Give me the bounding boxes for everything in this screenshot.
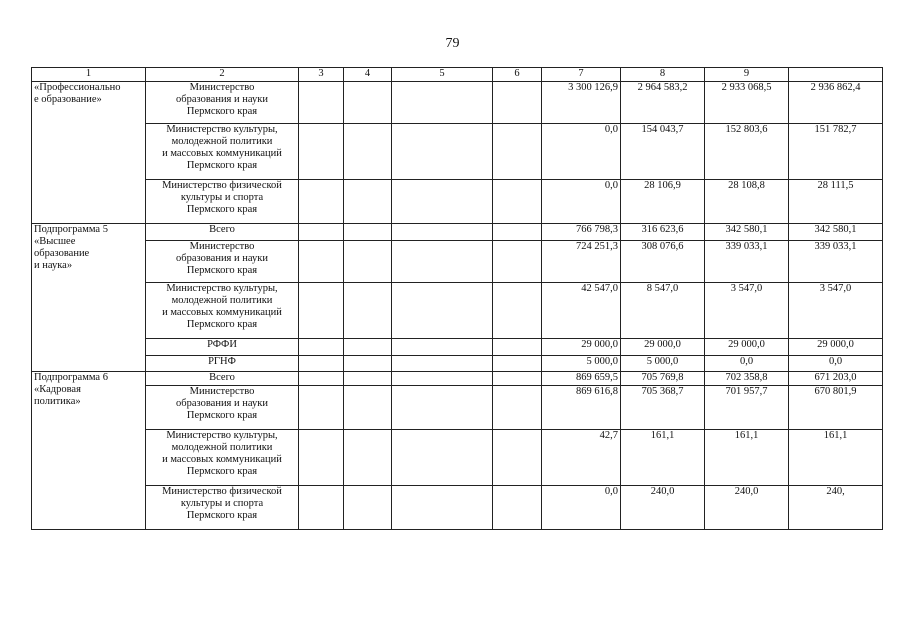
executor-cell: РГНФ [146, 356, 299, 372]
column-header: 2 [146, 68, 299, 82]
executor-cell: Министерство образования и науки Пермского края [146, 82, 299, 124]
empty-cell [493, 283, 542, 339]
amount-cell: 5 000,0 [542, 356, 621, 372]
empty-cell [344, 180, 392, 224]
table-row [32, 82, 883, 124]
table-row [32, 241, 883, 283]
empty-cell [344, 386, 392, 430]
empty-cell [392, 82, 493, 124]
empty-cell [493, 372, 542, 386]
empty-cell [299, 486, 344, 530]
empty-cell [392, 372, 493, 386]
amount-cell: 161,1 [621, 430, 705, 486]
amount-cell: 161,1 [705, 430, 789, 486]
amount-cell: 2 936 862,4 [789, 82, 883, 124]
executor-cell: Министерство образования и науки Пермского края [146, 241, 299, 283]
empty-cell [299, 82, 344, 124]
empty-cell [493, 339, 542, 356]
amount-cell: 705 368,7 [621, 386, 705, 430]
amount-cell: 724 251,3 [542, 241, 621, 283]
amount-cell: 342 580,1 [789, 224, 883, 241]
program-name-cell: «Профессионально е образование» [32, 82, 146, 224]
amount-cell: 29 000,0 [542, 339, 621, 356]
page-number: 79 [445, 36, 460, 51]
executor-cell: Министерство физической культуры и спорта Пермского края [146, 180, 299, 224]
empty-cell [493, 124, 542, 180]
empty-cell [493, 386, 542, 430]
amount-cell: 0,0 [542, 180, 621, 224]
empty-cell [392, 386, 493, 430]
column-header: 5 [392, 68, 493, 82]
table-row [32, 356, 883, 372]
column-header: 3 [299, 68, 344, 82]
empty-cell [299, 224, 344, 241]
empty-cell [299, 430, 344, 486]
empty-cell [392, 430, 493, 486]
empty-cell [392, 486, 493, 530]
column-header: 7 [542, 68, 621, 82]
table-row [32, 124, 883, 180]
empty-cell [344, 82, 392, 124]
empty-cell [392, 224, 493, 241]
amount-cell: 308 076,6 [621, 241, 705, 283]
executor-cell: РФФИ [146, 339, 299, 356]
amount-cell: 0,0 [542, 486, 621, 530]
empty-cell [344, 124, 392, 180]
amount-cell: 0,0 [789, 356, 883, 372]
amount-cell: 0,0 [705, 356, 789, 372]
empty-cell [299, 124, 344, 180]
amount-cell: 671 203,0 [789, 372, 883, 386]
executor-cell: Министерство физической культуры и спорта Пермского края [146, 486, 299, 530]
amount-cell: 339 033,1 [705, 241, 789, 283]
executor-cell: Министерство образования и науки Пермского края [146, 386, 299, 430]
amount-cell: 240, [789, 486, 883, 530]
table-row [32, 430, 883, 486]
amount-cell: 28 108,8 [705, 180, 789, 224]
amount-cell: 5 000,0 [621, 356, 705, 372]
empty-cell [493, 241, 542, 283]
program-name-cell: Подпрограмма 5 «Высшее образование и наука» [32, 224, 146, 372]
amount-cell: 42,7 [542, 430, 621, 486]
amount-cell: 869 659,5 [542, 372, 621, 386]
empty-cell [344, 339, 392, 356]
amount-cell: 2 964 583,2 [621, 82, 705, 124]
empty-cell [493, 486, 542, 530]
empty-cell [299, 356, 344, 372]
budget-table [31, 67, 883, 530]
empty-cell [392, 124, 493, 180]
table-row [32, 486, 883, 530]
executor-cell: Всего [146, 372, 299, 386]
amount-cell: 766 798,3 [542, 224, 621, 241]
empty-cell [392, 180, 493, 224]
table-row [32, 180, 883, 224]
amount-cell: 705 769,8 [621, 372, 705, 386]
amount-cell: 8 547,0 [621, 283, 705, 339]
amount-cell: 3 547,0 [789, 283, 883, 339]
empty-cell [493, 224, 542, 241]
amount-cell: 240,0 [705, 486, 789, 530]
empty-cell [493, 82, 542, 124]
amount-cell: 342 580,1 [705, 224, 789, 241]
executor-cell: Всего [146, 224, 299, 241]
empty-cell [392, 356, 493, 372]
table-row [32, 372, 883, 386]
amount-cell: 702 358,8 [705, 372, 789, 386]
amount-cell: 151 782,7 [789, 124, 883, 180]
empty-cell [344, 430, 392, 486]
column-header: 4 [344, 68, 392, 82]
empty-cell [493, 430, 542, 486]
empty-cell [344, 224, 392, 241]
empty-cell [299, 180, 344, 224]
executor-cell: Министерство культуры, молодежной политики и массовых коммуникаций Пермского края [146, 283, 299, 339]
amount-cell: 29 000,0 [621, 339, 705, 356]
empty-cell [344, 283, 392, 339]
amount-cell: 154 043,7 [621, 124, 705, 180]
table-row [32, 224, 883, 241]
amount-cell: 339 033,1 [789, 241, 883, 283]
amount-cell: 28 106,9 [621, 180, 705, 224]
empty-cell [299, 241, 344, 283]
executor-cell: Министерство культуры, молодежной политики и массовых коммуникаций Пермского края [146, 124, 299, 180]
column-header: 9 [705, 68, 789, 82]
empty-cell [299, 283, 344, 339]
amount-cell: 670 801,9 [789, 386, 883, 430]
empty-cell [299, 372, 344, 386]
amount-cell: 152 803,6 [705, 124, 789, 180]
empty-cell [392, 241, 493, 283]
empty-cell [344, 356, 392, 372]
table-row [32, 386, 883, 430]
column-header: 8 [621, 68, 705, 82]
amount-cell: 240,0 [621, 486, 705, 530]
amount-cell: 3 547,0 [705, 283, 789, 339]
empty-cell [392, 339, 493, 356]
column-header: 6 [493, 68, 542, 82]
empty-cell [493, 356, 542, 372]
amount-cell: 3 300 126,9 [542, 82, 621, 124]
column-header [789, 68, 883, 82]
amount-cell: 2 933 068,5 [705, 82, 789, 124]
executor-cell: Министерство культуры, молодежной политики и массовых коммуникаций Пермского края [146, 430, 299, 486]
empty-cell [344, 486, 392, 530]
empty-cell [299, 386, 344, 430]
empty-cell [493, 180, 542, 224]
table-row [32, 283, 883, 339]
empty-cell [344, 241, 392, 283]
amount-cell: 316 623,6 [621, 224, 705, 241]
amount-cell: 161,1 [789, 430, 883, 486]
amount-cell: 869 616,8 [542, 386, 621, 430]
amount-cell: 29 000,0 [789, 339, 883, 356]
column-header: 1 [32, 68, 146, 82]
program-name-cell: Подпрограмма 6 «Кадровая политика» [32, 372, 146, 530]
amount-cell: 0,0 [542, 124, 621, 180]
empty-cell [344, 372, 392, 386]
header-row [32, 68, 883, 82]
amount-cell: 701 957,7 [705, 386, 789, 430]
empty-cell [299, 339, 344, 356]
amount-cell: 29 000,0 [705, 339, 789, 356]
empty-cell [392, 283, 493, 339]
amount-cell: 42 547,0 [542, 283, 621, 339]
table-row [32, 339, 883, 356]
amount-cell: 28 111,5 [789, 180, 883, 224]
